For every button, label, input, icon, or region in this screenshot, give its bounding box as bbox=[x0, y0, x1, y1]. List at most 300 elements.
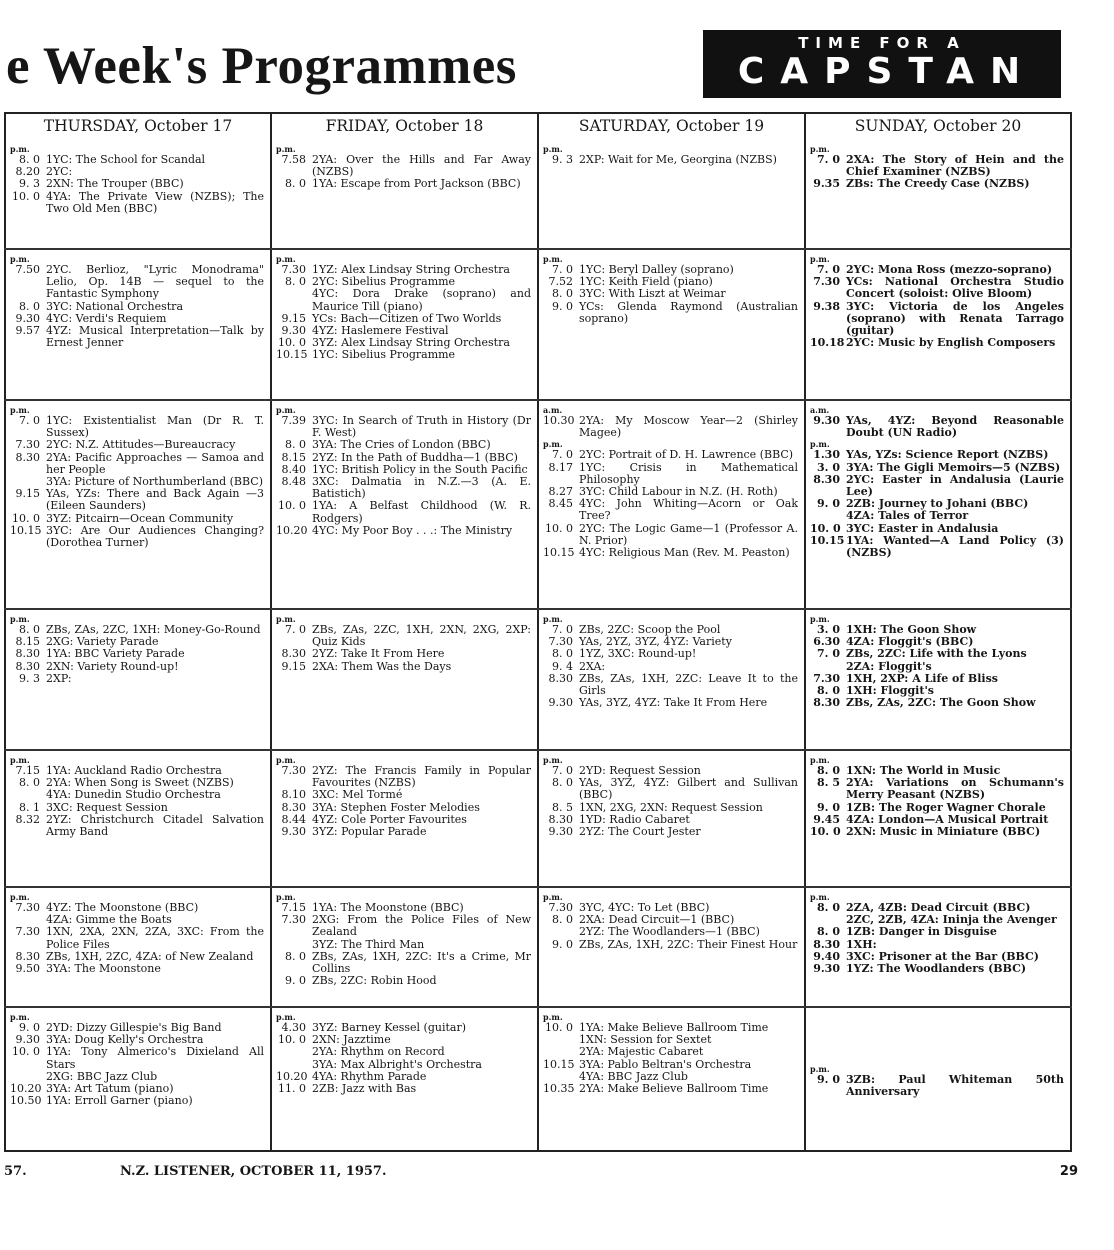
programme-title: 2YA: Majestic Cabaret bbox=[579, 1045, 704, 1059]
programme-title: 2YA: Rhythm on Record bbox=[312, 1045, 445, 1059]
programme-title: 1YC: Beryl Dalley (soprano) bbox=[579, 263, 734, 276]
programme-title: 1XN: The World in Music bbox=[846, 764, 1001, 777]
programme-entry bbox=[810, 474, 1064, 498]
programme-time: 8.44 bbox=[281, 812, 306, 826]
programme-time: 10.15 bbox=[543, 546, 575, 560]
programme-time: 10. 0 bbox=[545, 1021, 573, 1034]
programme-title: 2XA: The Story of Hein and the Chief Examiner (NZBS) bbox=[846, 153, 1064, 179]
programme-title: 1YC: British Policy in the South Pacific bbox=[312, 462, 528, 476]
programme-title: 3YA: The Gigli Memoirs—5 (NZBS) bbox=[846, 460, 1061, 474]
programme-time: 10. 0 bbox=[810, 825, 841, 839]
programme-title: 4YC: My Poor Boy . . .: The Ministry bbox=[312, 523, 513, 537]
programme-time: 8. 0 bbox=[19, 299, 40, 313]
time-period-label: p.m. bbox=[810, 755, 830, 765]
schedule-cell-thursday bbox=[10, 144, 264, 244]
programme-time: 10. 0 bbox=[545, 521, 573, 535]
programme-entry bbox=[543, 926, 798, 938]
programme-entry bbox=[276, 802, 531, 814]
time-period-label: p.m. bbox=[10, 755, 30, 765]
time-period-label: p.m. bbox=[543, 144, 563, 154]
programme-entry bbox=[810, 449, 1064, 461]
programme-time: 9.35 bbox=[813, 177, 840, 191]
time-period-label: p.m. bbox=[10, 614, 30, 624]
schedule-cell-friday bbox=[276, 405, 531, 604]
programme-time: 7. 0 bbox=[285, 623, 306, 636]
programme-time: 8. 0 bbox=[817, 925, 840, 939]
footer-magazine: N.Z. LISTENER, OCTOBER 11, 1957. bbox=[120, 1164, 387, 1179]
time-period-label: p.m. bbox=[276, 144, 296, 154]
programme-title: 2YC: Portrait of D. H. Lawrence (BBC) bbox=[579, 448, 794, 462]
programme-entry bbox=[10, 325, 264, 349]
programme-time: 8. 0 bbox=[552, 647, 573, 661]
programme-time: 7.30 bbox=[15, 901, 40, 914]
programme-time: 8.40 bbox=[281, 462, 306, 476]
programme-time: 7. 0 bbox=[817, 153, 840, 166]
programme-title: 2YZ: The Francis Family in Popular Favourites (NZBS) bbox=[312, 764, 531, 790]
programme-title: 2ZA, 4ZB: Dead Circuit (BBC) bbox=[846, 901, 1031, 914]
programme-entry bbox=[276, 525, 531, 537]
programme-entry bbox=[810, 276, 1064, 300]
programme-title: 1XN: Session for Sextet bbox=[579, 1033, 712, 1047]
programme-title: 2YA: Variations on Schumann's Merry Peasant (NZBS) bbox=[846, 776, 1064, 802]
programme-title: 4YA: BBC Jazz Club bbox=[579, 1069, 688, 1083]
programme-time: 8.48 bbox=[281, 475, 306, 489]
programme-time: 7.30 bbox=[813, 671, 840, 685]
programme-entry bbox=[276, 452, 531, 464]
programme-title: 1XH: Floggit's bbox=[846, 684, 934, 698]
schedule-cell-friday bbox=[276, 1012, 531, 1144]
programme-title: 2YZ: The Woodlanders—1 (BBC) bbox=[579, 925, 760, 939]
programme-time: 8.30 bbox=[15, 647, 40, 661]
programme-time: 7.30 bbox=[15, 925, 40, 939]
programme-grid bbox=[4, 112, 1072, 1152]
programme-time: 8. 0 bbox=[285, 438, 306, 452]
programme-time: 8.20 bbox=[15, 165, 40, 179]
time-period-label: p.m. bbox=[276, 614, 296, 624]
programme-entry bbox=[10, 191, 264, 215]
programme-title: 4YC: Dora Drake (soprano) and Maurice Till (piano) bbox=[312, 287, 531, 313]
day-header-thursday: THURSDAY, October 17 bbox=[43, 117, 233, 135]
programme-entry bbox=[276, 914, 531, 938]
programme-entry bbox=[810, 648, 1064, 660]
programme-entry bbox=[810, 939, 1064, 951]
programme-time bbox=[276, 1046, 312, 1058]
programme-title: 3YC: With Liszt at Weimar bbox=[579, 287, 726, 301]
programme-title: 1YC: Crisis in Mathematical Philosophy bbox=[579, 460, 798, 486]
programme-title: 2YC: Easter in Andalusia (Laurie Lee) bbox=[846, 472, 1064, 499]
programme-title: 1ZB: Danger in Disguise bbox=[846, 925, 997, 939]
programme-time: 10. 0 bbox=[810, 521, 841, 535]
programme-title: 3YA: Doug Kelly's Orchestra bbox=[46, 1033, 204, 1047]
programme-entry bbox=[276, 975, 531, 987]
programme-time bbox=[810, 510, 846, 522]
programme-time: 9.30 bbox=[813, 414, 840, 427]
row-divider bbox=[4, 1006, 1072, 1008]
programme-title: 1XH: bbox=[846, 937, 877, 951]
programme-entry bbox=[543, 288, 798, 300]
programme-time: 9. 0 bbox=[552, 937, 573, 951]
programme-time: 9.38 bbox=[813, 299, 840, 313]
programme-entry bbox=[10, 661, 264, 673]
programme-time: 8.45 bbox=[548, 497, 573, 511]
column-divider bbox=[270, 114, 272, 1150]
programme-title: 1YA: Make Believe Ballroom Time bbox=[579, 1021, 769, 1034]
schedule-cell-thursday bbox=[10, 1012, 264, 1144]
time-period-label: p.m. bbox=[276, 405, 296, 415]
programme-time: 7.30 bbox=[813, 275, 840, 289]
programme-time: 8. 0 bbox=[817, 901, 840, 914]
programme-entry bbox=[10, 673, 264, 685]
programme-title: 1YA: A Belfast Childhood (W. R. Rodgers) bbox=[312, 499, 531, 525]
programme-time: 10.20 bbox=[10, 1082, 42, 1096]
programme-time: 7.15 bbox=[281, 901, 306, 914]
programme-title: 2YC: Music by English Composers bbox=[846, 336, 1056, 350]
programme-time: 8.32 bbox=[15, 812, 40, 826]
programme-time: 8.30 bbox=[813, 472, 840, 486]
programme-time: 9.57 bbox=[15, 324, 40, 338]
programme-time: 8. 0 bbox=[19, 153, 40, 166]
programme-time: 8.30 bbox=[281, 800, 306, 814]
programme-time: 9. 4 bbox=[552, 659, 573, 673]
programme-title: YCs: Glenda Raymond (Australian soprano) bbox=[579, 299, 798, 325]
programme-entry bbox=[810, 178, 1064, 190]
programme-time: 7. 0 bbox=[552, 263, 573, 276]
time-period-label: p.m. bbox=[543, 755, 563, 765]
programme-entry bbox=[543, 1046, 798, 1058]
programme-entry bbox=[543, 415, 798, 439]
schedule-cell-sunday bbox=[810, 144, 1064, 244]
programme-title: ZBs, ZAs, 2ZC, 1XH: Money-Go-Round bbox=[46, 623, 261, 636]
time-period-label: p.m. bbox=[276, 254, 296, 264]
time-period-label: p.m. bbox=[276, 1012, 296, 1022]
programme-title: 2XG: BBC Jazz Club bbox=[46, 1069, 158, 1083]
programme-entry bbox=[810, 154, 1064, 178]
row-divider bbox=[4, 886, 1072, 888]
programme-entry bbox=[276, 826, 531, 838]
programme-time: 9.30 bbox=[548, 696, 573, 710]
programme-time bbox=[276, 288, 312, 312]
programme-title: 3YA: Stephen Foster Melodies bbox=[312, 800, 480, 814]
programme-time: 7. 0 bbox=[552, 764, 573, 777]
footer-page-fragment: 57. bbox=[4, 1164, 27, 1179]
programme-entry bbox=[276, 648, 531, 660]
programme-time: 9. 3 bbox=[19, 177, 40, 191]
programme-time: 10. 0 bbox=[278, 336, 306, 350]
capstan-advert bbox=[703, 30, 1061, 98]
programme-entry bbox=[810, 661, 1064, 673]
programme-entry bbox=[543, 673, 798, 697]
programme-entry bbox=[810, 697, 1064, 709]
schedule-cell-saturday bbox=[543, 405, 798, 604]
programme-time: 7. 0 bbox=[817, 647, 840, 661]
programme-time: 7.30 bbox=[548, 901, 573, 914]
programme-title: 2YC: The Logic Game—1 (Professor A. N. Prior) bbox=[579, 521, 798, 547]
programme-time: 3. 0 bbox=[817, 460, 840, 474]
programme-entry bbox=[543, 648, 798, 660]
advert-tagline: TIME FOR A bbox=[798, 34, 966, 52]
programme-entry bbox=[810, 1074, 1064, 1098]
programme-title: 3YC: National Orchestra bbox=[46, 299, 184, 313]
programme-title: 1YA: Tony Almerico's Dixieland All Stars bbox=[46, 1045, 264, 1071]
programme-title: 3YC: Victoria de los Angeles (soprano) with Renata Tarrago (guitar) bbox=[846, 299, 1064, 338]
programme-title: ZBs, ZAs, 1XH, 2ZC: It's a Crime, Mr Collins bbox=[312, 949, 531, 976]
programme-entry bbox=[810, 926, 1064, 938]
programme-title: 4YA: Dunedin Studio Orchestra bbox=[46, 788, 221, 802]
programme-time: 7. 0 bbox=[552, 448, 573, 462]
programme-title: 3YZ: Barney Kessel (guitar) bbox=[312, 1021, 467, 1034]
day-header-saturday: SATURDAY, October 19 bbox=[578, 117, 765, 135]
programme-entry bbox=[810, 777, 1064, 801]
programme-title: 2ZC, 2ZB, 4ZA: Ininja the Avenger bbox=[846, 913, 1057, 927]
programme-time: 8. 5 bbox=[552, 800, 573, 814]
programme-title: YAs, 3YZ, 4YZ: Gilbert and Sullivan (BBC) bbox=[579, 776, 798, 802]
programme-entry bbox=[276, 349, 531, 361]
programme-time: 10.50 bbox=[10, 1094, 42, 1108]
time-period-label: p.m. bbox=[10, 892, 30, 902]
time-period-label: p.m. bbox=[810, 254, 830, 264]
programme-title: 4ZA: Floggit's (BBC) bbox=[846, 635, 974, 649]
programme-entry bbox=[10, 1046, 264, 1070]
schedule-cell-saturday bbox=[543, 254, 798, 395]
programme-title: ZBs, ZAs, 1XH, 2ZC: Their Finest Hour bbox=[579, 937, 798, 951]
programme-time: 1.30 bbox=[813, 448, 840, 462]
programme-title: 2XA: bbox=[579, 659, 606, 673]
programme-time: 7. 0 bbox=[817, 263, 840, 276]
programme-time: 8. 0 bbox=[285, 177, 306, 191]
programme-time: 8. 0 bbox=[285, 275, 306, 289]
programme-title: 4YZ: Haslemere Festival bbox=[312, 324, 449, 338]
programme-entry bbox=[543, 661, 798, 673]
page-title: e Week's Programmes bbox=[6, 37, 517, 95]
day-header-sunday: SUNDAY, October 20 bbox=[854, 117, 1022, 135]
programme-entry bbox=[276, 1059, 531, 1071]
programme-title: 2XP: Wait for Me, Georgina (NZBS) bbox=[579, 153, 777, 166]
programme-time bbox=[543, 926, 579, 938]
programme-title: 2YZ: The Court Jester bbox=[579, 825, 701, 839]
programme-title: 1YZ, 3XC: Round-up! bbox=[579, 647, 697, 661]
programme-title: 2ZB: Journey to Johani (BBC) bbox=[846, 497, 1029, 511]
programme-entry bbox=[543, 449, 798, 461]
row-divider bbox=[4, 749, 1072, 751]
schedule-cell-sunday bbox=[810, 254, 1064, 395]
programme-entry bbox=[10, 452, 264, 476]
programme-entry bbox=[543, 154, 798, 166]
programme-time: 11. 0 bbox=[278, 1082, 306, 1096]
programme-time: 9.30 bbox=[813, 962, 840, 976]
programme-title: 4ZA: Gimme the Boats bbox=[46, 913, 172, 927]
programme-title: 2YC: Sibelius Programme bbox=[312, 275, 456, 289]
column-divider bbox=[4, 114, 6, 1150]
time-period-label: p.m. bbox=[10, 254, 30, 264]
programme-entry bbox=[276, 154, 531, 178]
programme-title: 1YA: BBC Variety Parade bbox=[46, 647, 185, 661]
programme-time: 9.15 bbox=[281, 311, 306, 325]
programme-title: ZBs, 1XH, 2ZC, 4ZA: of New Zealand bbox=[46, 949, 254, 963]
programme-title: YAs, 4YZ: Beyond Reasonable Doubt (UN Radio) bbox=[846, 414, 1064, 440]
programme-entry bbox=[810, 535, 1064, 559]
schedule-cell-saturday bbox=[543, 755, 798, 882]
programme-time: 8. 0 bbox=[19, 776, 40, 790]
programme-entry bbox=[276, 951, 531, 975]
programme-time: 8.17 bbox=[548, 460, 573, 474]
programme-entry bbox=[810, 337, 1064, 349]
programme-time bbox=[276, 939, 312, 951]
programme-title: 4ZA: London—A Musical Portrait bbox=[846, 812, 1049, 826]
programme-time bbox=[810, 661, 846, 673]
programme-entry bbox=[10, 926, 264, 950]
time-period-label: p.m. bbox=[10, 405, 30, 415]
schedule-cell-thursday bbox=[10, 892, 264, 1002]
programme-time: 3. 0 bbox=[817, 623, 840, 636]
programme-time: 8.30 bbox=[281, 647, 306, 661]
programme-title: 2XN: Music in Miniature (BBC) bbox=[846, 825, 1041, 839]
programme-title: 1YA: Wanted—A Land Policy (3) (NZBS) bbox=[846, 533, 1064, 560]
programme-title: 1YA: Escape from Port Jackson (BBC) bbox=[312, 177, 521, 191]
programme-title: ZBs: The Creedy Case (NZBS) bbox=[846, 177, 1030, 191]
programme-time: 10.35 bbox=[543, 1082, 575, 1096]
programme-time: 9. 0 bbox=[817, 800, 840, 814]
programme-entry bbox=[810, 826, 1064, 838]
programme-title: 3XC: Request Session bbox=[46, 800, 168, 814]
programme-time: 8.10 bbox=[281, 788, 306, 802]
programme-title: YAs, 3YZ, 4YZ: Take It From Here bbox=[579, 696, 768, 710]
time-period-label: p.m. bbox=[810, 614, 830, 624]
programme-entry bbox=[810, 415, 1064, 439]
programme-title: 1YD: Radio Cabaret bbox=[579, 812, 690, 826]
programme-time: 7.30 bbox=[281, 764, 306, 777]
programme-title: ZBs, ZAs, 2ZC: The Goon Show bbox=[846, 696, 1036, 710]
programme-title: YAs, YZs: Science Report (NZBS) bbox=[846, 448, 1049, 462]
programme-entry bbox=[543, 462, 798, 486]
programme-title: 2YD: Dizzy Gillespie's Big Band bbox=[46, 1021, 222, 1034]
programme-time: 8. 5 bbox=[817, 776, 840, 790]
programme-time: 9.30 bbox=[548, 825, 573, 839]
programme-title: 3YA: The Cries of London (BBC) bbox=[312, 438, 491, 452]
programme-entry bbox=[10, 178, 264, 190]
programme-time: 7.50 bbox=[15, 263, 40, 276]
programme-title: 4YA: The Private View (NZBS); The Two Old Men (BBC) bbox=[46, 189, 264, 215]
programme-entry bbox=[276, 178, 531, 190]
schedule-cell-friday bbox=[276, 254, 531, 395]
programme-title: 3YZ: Popular Parade bbox=[312, 825, 427, 839]
programme-entry bbox=[810, 802, 1064, 814]
programme-time: 8. 0 bbox=[552, 776, 573, 790]
programme-title: 1YZ: Alex Lindsay String Orchestra bbox=[312, 263, 510, 276]
schedule-cell-sunday bbox=[810, 755, 1064, 882]
programme-title: 4YC: John Whiting—Acorn or Oak Tree? bbox=[579, 497, 798, 523]
time-period-label: p.m. bbox=[543, 254, 563, 264]
programme-title: 3YC: Child Labour in N.Z. (H. Roth) bbox=[579, 485, 778, 499]
time-period-label: p.m. bbox=[543, 439, 563, 450]
programme-time: 7.30 bbox=[281, 913, 306, 927]
programme-time bbox=[543, 1046, 579, 1058]
programme-time: 9.15 bbox=[15, 487, 40, 501]
time-period-label: p.m. bbox=[10, 144, 30, 154]
programme-time: 8. 0 bbox=[19, 623, 40, 636]
programme-title: 1XN, 2XA, 2XN, 2ZA, 3XC: From the Police Files bbox=[46, 925, 264, 951]
programme-title: 1YC: Keith Field (piano) bbox=[579, 275, 713, 289]
programme-title: 3YA: Pablo Beltran's Orchestra bbox=[579, 1057, 752, 1071]
programme-title: 4ZA: Tales of Terror bbox=[846, 509, 969, 523]
time-period-label: p.m. bbox=[810, 1064, 830, 1074]
programme-time: 7.15 bbox=[15, 764, 40, 777]
schedule-cell-saturday bbox=[543, 1012, 798, 1144]
programme-entry bbox=[543, 777, 798, 801]
programme-time: 7.30 bbox=[548, 635, 573, 649]
programme-title: ZBs, 2ZC: Scoop the Pool bbox=[579, 623, 721, 636]
programme-time: 10.15 bbox=[10, 523, 42, 537]
programme-title: ZBs, ZAs, 1XH, 2ZC: Leave It to the Girls bbox=[579, 671, 798, 698]
programme-title: 2YA: Over the Hills and Far Away (NZBS) bbox=[312, 153, 531, 179]
programme-title: 2XP: bbox=[46, 671, 72, 685]
row-divider bbox=[4, 399, 1072, 401]
time-period-label: a.m. bbox=[810, 405, 830, 415]
programme-title: ZBs, ZAs, 2ZC, 1XH, 2XN, 2XG, 2XP: Quiz Kids bbox=[312, 623, 531, 649]
schedule-cell-saturday bbox=[543, 144, 798, 244]
programme-title: 3YA: Picture of Northumberland (BBC) bbox=[46, 475, 263, 489]
schedule-cell-saturday bbox=[543, 614, 798, 745]
programme-title: YCs: National Orchestra Studio Concert (soloist: Olive Bloom) bbox=[846, 275, 1064, 301]
schedule-cell-sunday bbox=[810, 892, 1064, 1002]
programme-entry bbox=[10, 264, 264, 301]
day-header-friday: FRIDAY, October 18 bbox=[325, 117, 484, 135]
programme-time: 8.30 bbox=[813, 696, 840, 710]
programme-time: 8. 0 bbox=[817, 764, 840, 777]
programme-time: 8.30 bbox=[15, 450, 40, 464]
programme-time: 9.45 bbox=[813, 812, 840, 826]
programme-title: 2YC: Mona Ross (mezzo-soprano) bbox=[846, 263, 1053, 276]
programme-time: 8.27 bbox=[548, 485, 573, 499]
programme-title: 1YA: Erroll Garner (piano) bbox=[46, 1094, 193, 1108]
programme-time: 9. 0 bbox=[817, 1073, 840, 1086]
schedule-cell-saturday bbox=[543, 892, 798, 1002]
programme-time: 7. 0 bbox=[19, 414, 40, 427]
programme-title: 1XH: The Goon Show bbox=[846, 623, 977, 636]
programme-entry bbox=[10, 789, 264, 801]
programme-title: 1YC: The School for Scandal bbox=[46, 153, 206, 166]
programme-time: 9. 0 bbox=[817, 497, 840, 511]
programme-time: 8. 0 bbox=[285, 949, 306, 963]
programme-title: 2YC: N.Z. Attitudes—Bureaucracy bbox=[46, 438, 236, 452]
programme-title: 2XA: Dead Circuit—1 (BBC) bbox=[579, 913, 735, 927]
programme-title: 3YC: Are Our Audiences Changing? (Dorothea Turner) bbox=[46, 523, 264, 550]
programme-title: 2ZB: Jazz with Bas bbox=[312, 1082, 417, 1096]
schedule-cell-friday bbox=[276, 614, 531, 745]
schedule-cell-thursday bbox=[10, 614, 264, 745]
advert-brand: CAPSTAN bbox=[737, 51, 1037, 92]
programme-entry bbox=[276, 439, 531, 451]
programme-time: 9.30 bbox=[281, 324, 306, 338]
programme-title: 1YC: Sibelius Programme bbox=[312, 348, 456, 362]
time-period-label: p.m. bbox=[810, 892, 830, 902]
programme-time: 10. 0 bbox=[12, 189, 40, 203]
programme-title: 2YA: Make Believe Ballroom Time bbox=[579, 1082, 769, 1096]
programme-entry bbox=[543, 826, 798, 838]
schedule-cell-thursday bbox=[10, 254, 264, 395]
programme-entry bbox=[543, 939, 798, 951]
programme-time: 10.18 bbox=[810, 336, 845, 350]
programme-title: 2XG: Variety Parade bbox=[46, 635, 159, 649]
programme-title: 3YZ: The Third Man bbox=[312, 937, 425, 951]
programme-title: 2YA: My Moscow Year—2 (Shirley Magee) bbox=[579, 414, 798, 440]
row-divider bbox=[4, 608, 1072, 610]
programme-time: 9.30 bbox=[281, 825, 306, 839]
programme-entry bbox=[543, 547, 798, 559]
programme-title: 1YC: Existentialist Man (Dr R. T. Sussex) bbox=[46, 414, 264, 440]
programme-title: 2XA: Them Was the Days bbox=[312, 659, 452, 673]
programme-time: 10. 0 bbox=[278, 499, 306, 513]
programme-entry bbox=[276, 1046, 531, 1058]
